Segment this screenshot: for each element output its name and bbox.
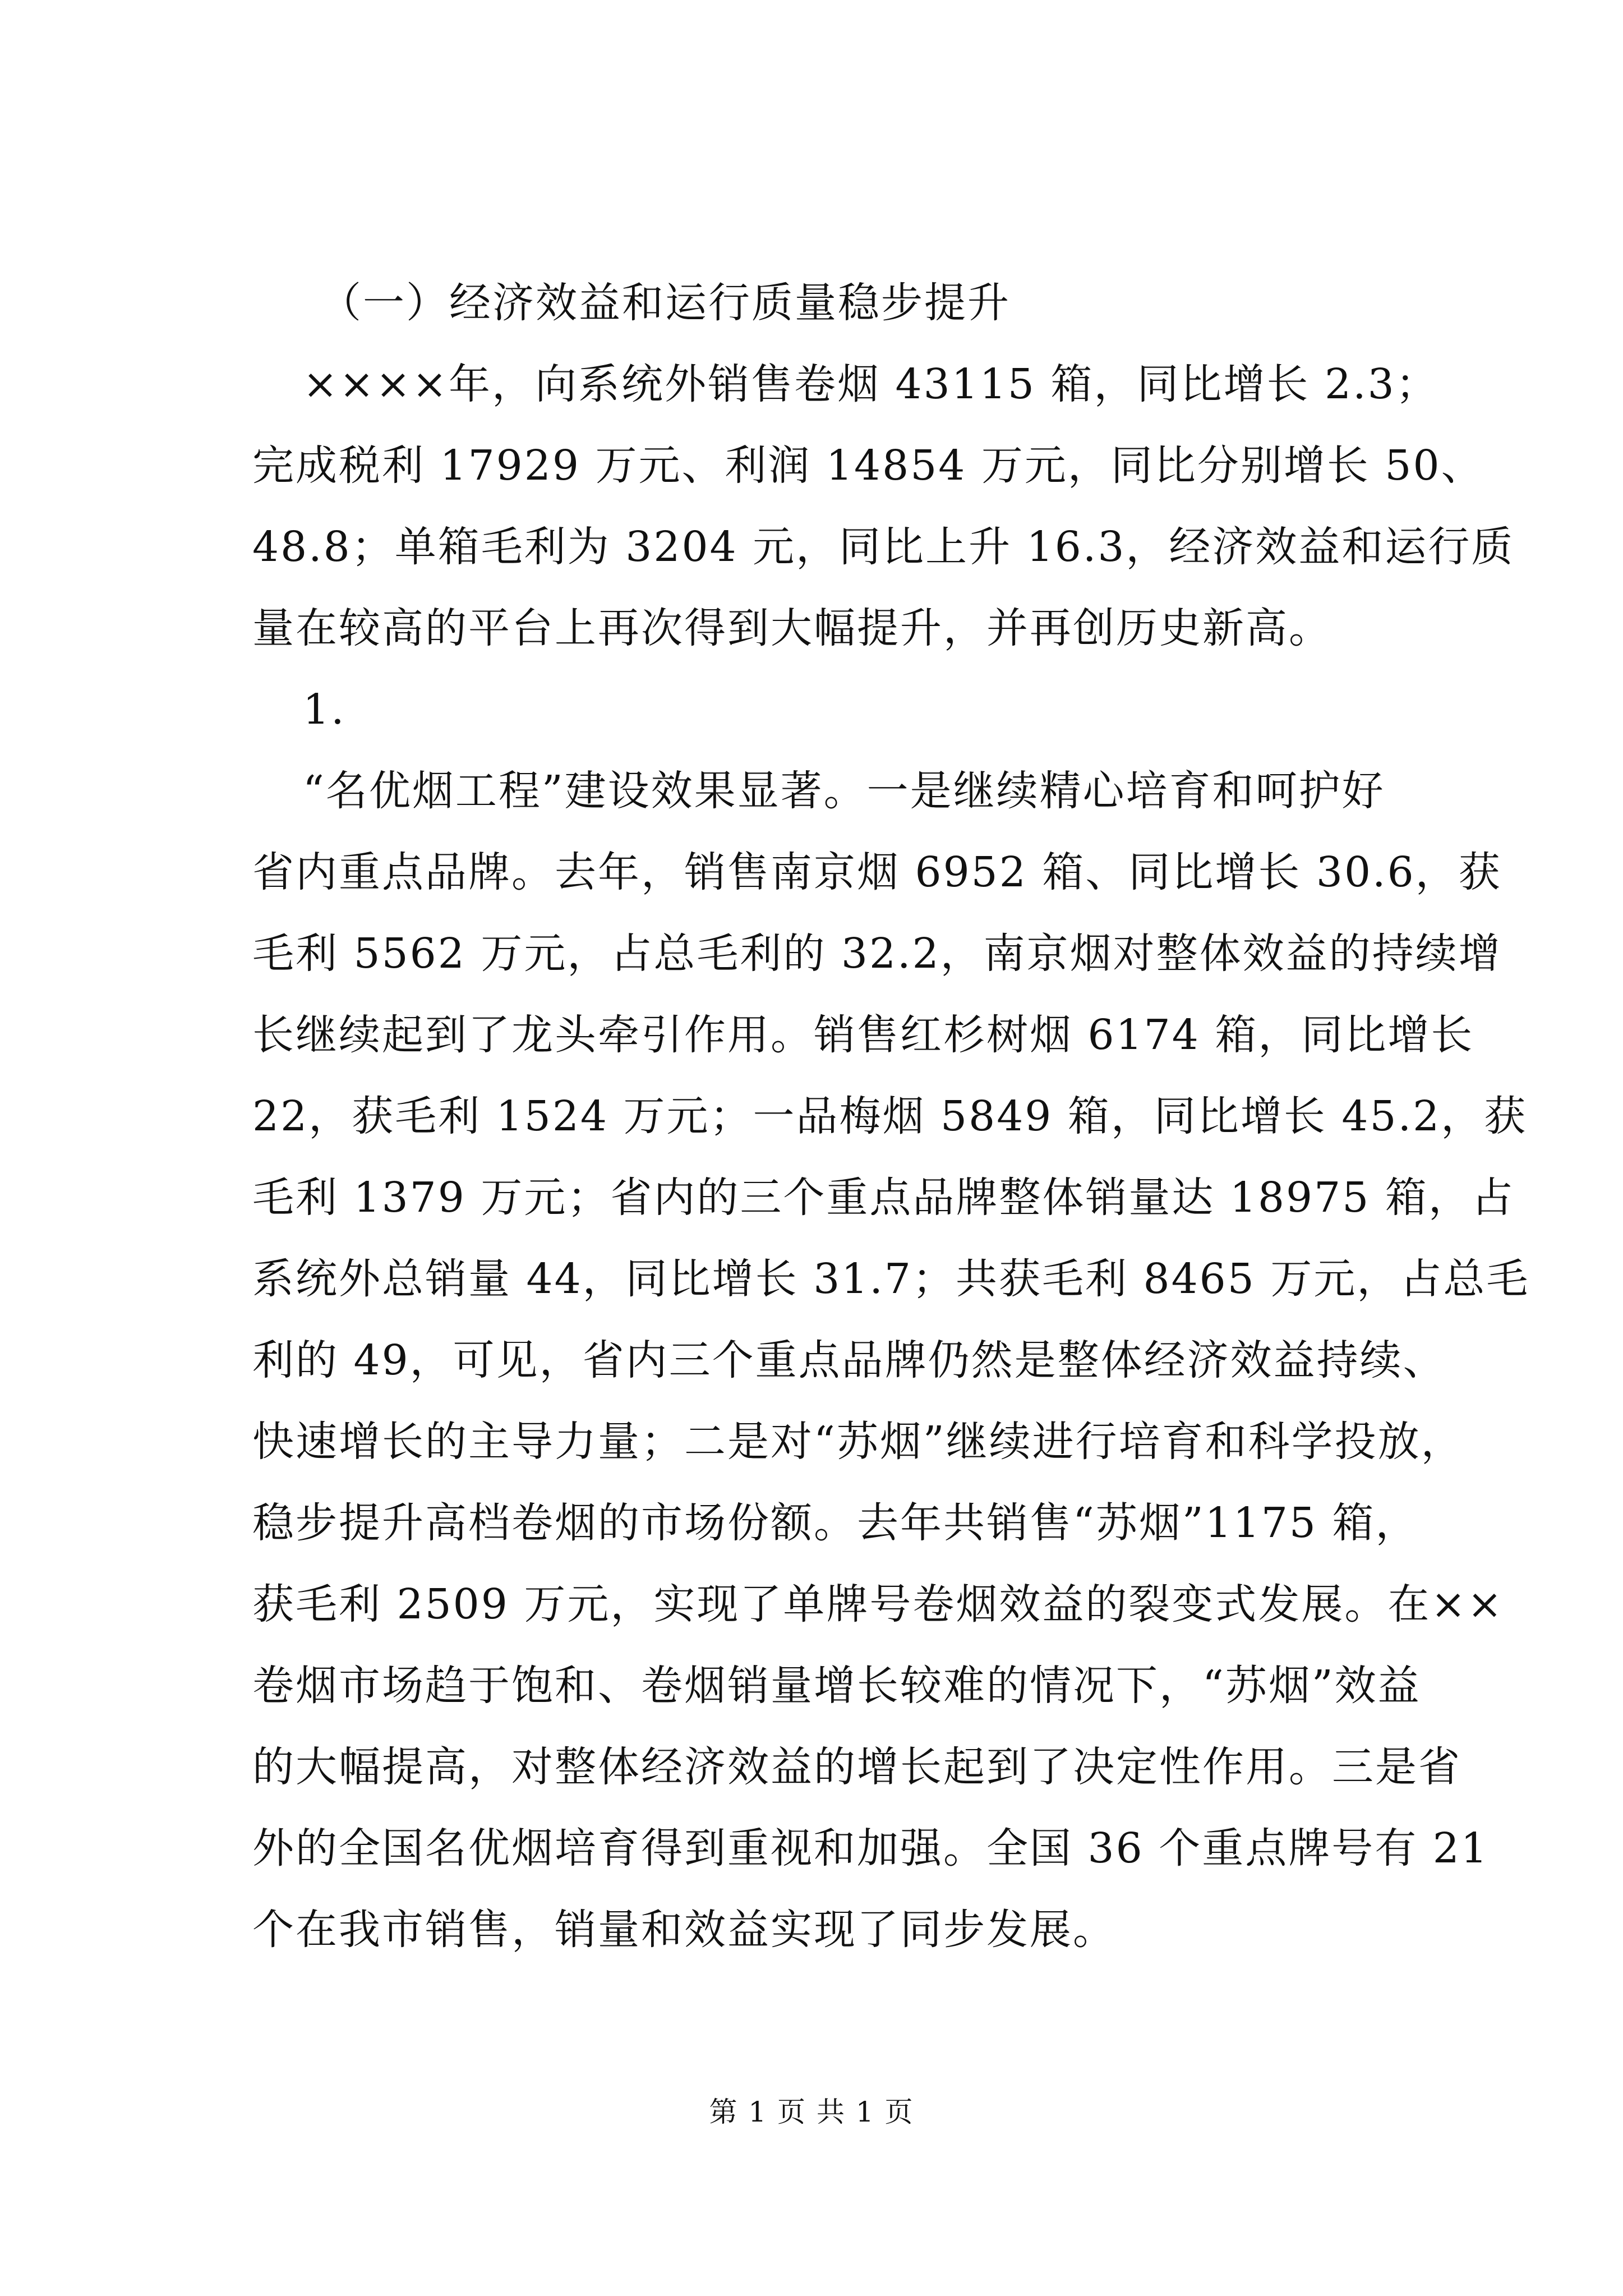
- paragraph-line: 利的 49，可见，省内三个重点品牌仍然是整体经济效益持续、: [252, 1336, 1446, 1384]
- paragraph-line: 个在我市销售，销量和效益实现了同步发展。: [252, 1906, 1116, 1954]
- paragraph-line: “名优烟工程”建设效果显著。一是继续精心培育和呵护好: [303, 767, 1385, 815]
- paragraph-line: ××××年，向系统外销售卷烟 43115 箱，同比增长 2.3；: [303, 360, 1439, 408]
- paragraph-line: 卷烟市场趋于饱和、卷烟销量增长较难的情况下，“苏烟”效益: [252, 1662, 1421, 1710]
- paragraph-line: 毛利 1379 万元；省内的三个重点品牌整体销量达 18975 箱，占: [252, 1174, 1515, 1222]
- page-footer: 第 1 页 共 1 页: [709, 2096, 914, 2128]
- paragraph-line: 完成税利 17929 万元、利润 14854 万元，同比分别增长 50、: [252, 441, 1484, 490]
- section-heading: （一）经济效益和运行质量稳步提升: [320, 279, 1011, 327]
- list-number: 1.: [303, 685, 346, 734]
- paragraph-line: 长继续起到了龙头牵引作用。销售红杉树烟 6174 箱，同比增长: [252, 1011, 1474, 1059]
- paragraph-line: 22，获毛利 1524 万元；一品梅烟 5849 箱，同比增长 45.2，获: [252, 1092, 1528, 1140]
- paragraph-line: 省内重点品牌。去年，销售南京烟 6952 箱、同比增长 30.6，获: [252, 848, 1502, 896]
- paragraph-line: 毛利 5562 万元，占总毛利的 32.2，南京烟对整体效益的持续增: [252, 930, 1502, 978]
- paragraph-line: 48.8；单箱毛利为 3204 元，同比上升 16.3，经济效益和运行质: [252, 523, 1515, 571]
- paragraph-line: 系统外总销量 44，同比增长 31.7；共获毛利 8465 万元，占总毛: [252, 1255, 1530, 1303]
- paragraph-line: 快速增长的主导力量；二是对“苏烟”继续进行培育和科学投放，: [252, 1418, 1464, 1466]
- paragraph-line: 外的全国名优烟培育得到重视和加强。全国 36 个重点牌号有 21: [252, 1824, 1489, 1872]
- paragraph-line: 的大幅提高，对整体经济效益的增长起到了决定性作用。三是省: [252, 1743, 1461, 1791]
- paragraph-line: 获毛利 2509 万元，实现了单牌号卷烟效益的裂变式发展。在××: [252, 1580, 1504, 1628]
- paragraph-line: 稳步提升高档卷烟的市场份额。去年共销售“苏烟”1175 箱，: [252, 1499, 1419, 1547]
- paragraph-line: 量在较高的平台上再次得到大幅提升，并再创历史新高。: [252, 604, 1332, 652]
